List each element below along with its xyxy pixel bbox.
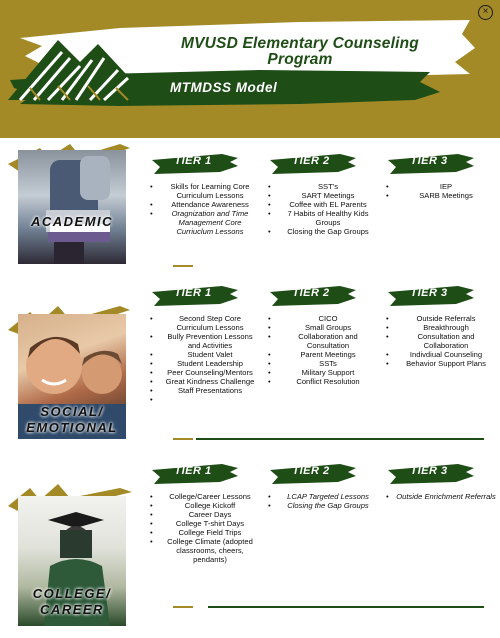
list-item: • Consultation and Collaboration	[386, 332, 496, 350]
section-label: COLLEGE/ CAREER	[32, 586, 112, 617]
tier-column	[386, 284, 496, 368]
list-item: • Coffee with EL Parents	[268, 200, 378, 209]
section-label: ACADEMIC	[30, 214, 114, 229]
tier-label: TIER 2	[292, 155, 330, 167]
page-subtitle: MTMDSS Model	[170, 80, 278, 95]
list-item: • Student Valet	[150, 350, 260, 359]
list-item: • Oragnization and Time Management Core Curriuclum Lessons	[150, 209, 260, 236]
tier-label: TIER 3	[410, 155, 448, 167]
tier-items	[386, 314, 496, 368]
tier-items	[268, 314, 378, 386]
close-icon[interactable]: ×	[478, 5, 493, 20]
list-item: • Outside Enrichment Referrals	[386, 492, 496, 501]
list-item: • SSTs	[268, 359, 378, 368]
tier-column	[268, 462, 378, 510]
list-item: • Breakthrough	[386, 323, 496, 332]
academic-photo	[18, 150, 126, 264]
list-item: • SARB Meetings	[386, 191, 496, 200]
list-item: • IEP	[386, 182, 496, 191]
student-with-books-image	[18, 150, 126, 264]
tier-column	[150, 462, 260, 564]
gold-divider	[173, 438, 193, 440]
tier-items	[150, 182, 260, 236]
list-item: • Indivdiual Counseling	[386, 350, 496, 359]
list-item: • Student Leadership	[150, 359, 260, 368]
section-academic	[0, 138, 500, 298]
tier-items	[150, 492, 260, 564]
list-item: • Attendance Awareness	[150, 200, 260, 209]
tier-badge	[150, 462, 236, 484]
section-label: SOCIAL/ EMOTIONAL	[26, 404, 118, 435]
list-item: • Conflict Resolution	[268, 377, 378, 386]
list-item: • Career Days	[150, 510, 260, 519]
list-item: • Closing the Gap Groups	[268, 501, 378, 510]
list-item: • College Kickoff	[150, 501, 260, 510]
tier-column	[268, 284, 378, 386]
tier-badge	[386, 462, 472, 484]
tier-badge	[268, 284, 354, 306]
section-college-career	[0, 448, 500, 638]
list-item: • Closing the Gap Groups	[268, 227, 378, 236]
list-item: • SART Meetings	[268, 191, 378, 200]
list-item: • College Field Trips	[150, 528, 260, 537]
page-title: MVUSD Elementary Counseling Program	[181, 35, 419, 68]
tier-badge	[386, 284, 472, 306]
section-divider	[196, 438, 484, 440]
tier-label: TIER 3	[410, 287, 448, 299]
tier-column	[386, 152, 496, 200]
list-item: • Small Groups	[268, 323, 378, 332]
gold-divider	[173, 606, 193, 608]
tier-items	[268, 492, 378, 510]
list-item: • CICO	[268, 314, 378, 323]
gold-divider	[173, 265, 193, 267]
tier-label: TIER 2	[292, 465, 330, 477]
tier-column	[268, 152, 378, 236]
tier-items	[150, 314, 260, 404]
section-divider	[208, 606, 484, 608]
tier-column	[386, 462, 496, 501]
social-emotional-photo	[18, 314, 126, 439]
list-item: • Peer Counseling/Mentors	[150, 368, 260, 377]
list-item: • College Climate (adopted classrooms, cheers, pendants)	[150, 537, 260, 564]
list-item: • Military Support	[268, 368, 378, 377]
tier-badge	[150, 152, 236, 174]
header-banner	[0, 0, 500, 138]
tier-label: TIER 2	[292, 287, 330, 299]
tier-items	[268, 182, 378, 236]
header-brush-art	[0, 0, 500, 138]
tier-label: TIER 1	[174, 155, 212, 167]
list-item: • College/Career Lessons	[150, 492, 260, 501]
list-item: • Outside Referrals	[386, 314, 496, 323]
tier-label: TIER 3	[410, 465, 448, 477]
tier-items	[386, 182, 496, 200]
college-career-photo	[18, 496, 126, 626]
list-item: • SST's	[268, 182, 378, 191]
tier-column	[150, 152, 260, 236]
list-item: • Second Step Core Curriculum Lessons	[150, 314, 260, 332]
list-item: • Staff Presentations	[150, 386, 260, 395]
list-item: • 7 Habits of Healthy Kids Groups	[268, 209, 378, 227]
section-social-emotional	[0, 276, 500, 446]
list-item: • Behavior Support Plans	[386, 359, 496, 368]
list-item: • Parent Meetings	[268, 350, 378, 359]
tier-column	[150, 284, 260, 404]
tier-badge	[268, 462, 354, 484]
tier-badge	[150, 284, 236, 306]
list-item: • LCAP Targeted Lessons	[268, 492, 378, 501]
list-item: • Skills for Learning Core Curriculum Lessons	[150, 182, 260, 200]
tier-label: TIER 1	[174, 465, 212, 477]
tier-badge	[386, 152, 472, 174]
list-item: • Collaboration and Consultation	[268, 332, 378, 350]
tier-label: TIER 1	[174, 287, 212, 299]
list-item: • Great Kindness Challenge	[150, 377, 260, 386]
list-item: • Bully Prevention Lessons and Activities	[150, 332, 260, 350]
list-item	[150, 395, 260, 404]
list-item: • College T-shirt Days	[150, 519, 260, 528]
tier-badge	[268, 152, 354, 174]
tier-items	[386, 492, 496, 501]
